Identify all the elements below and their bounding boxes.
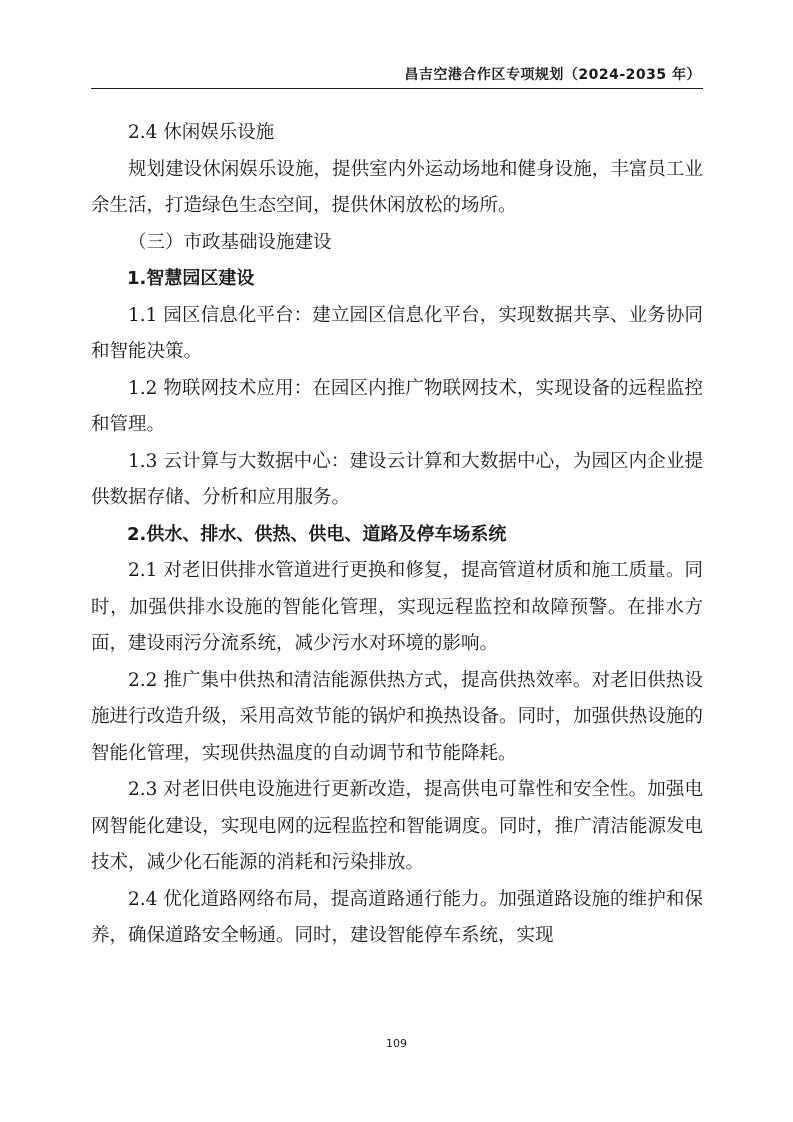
paragraph-1-2: 1.2 物联网技术应用：在园区内推广物联网技术，实现设备的远程监控和管理。 [91,377,703,435]
paragraph-2-1: 2.1 对老旧供排水管道进行更换和修复，提高管道材质和施工质量。同时，加强供排水设施的智能化管理，实现远程监控和故障预警。在排水方面，建设雨污分流系统，减少污水对环境的影响。 [91,560,703,654]
page-header [91,56,703,89]
paragraph-2-3: 2.3 对老旧供电设施进行更新改造，提高供电可靠性和安全性。加强电网智能化建设，实现电网的远程监控和智能调度。同时，推广清洁能源发电技术，减少化石能源的消耗和污染排放。 [91,779,703,873]
paragraph-1-1: 1.1 园区信息化平台：建立园区信息化平台，实现数据共享、业务协同和智能决策。 [91,304,703,362]
page-number: 109 [386,1037,407,1050]
paragraph-2-4-roads: 2.4 优化道路网络布局，提高道路通行能力。加强道路设施的维护和保养，确保道路安全畅通。同时，建设智能停车系统，实现 [91,888,703,946]
section-heading-smart-park: 1.智慧园区建设 [127,268,255,289]
section-heading-municipal: （三）市政基础设施建设 [128,231,332,253]
paragraph-1-3: 1.3 云计算与大数据中心：建设云计算和大数据中心，为园区内企业提供数据存储、分析和应用服务。 [91,450,703,508]
paragraph-2-4: 规划建设休闲娱乐设施，提供室内外运动场地和健身设施，丰富员工业余生活，打造绿色生态空间，提供休闲放松的场所。 [91,158,703,216]
document-title: 昌吉空港合作区专项规划（2024-2035 年） [404,67,701,83]
page-body [91,115,703,955]
section-heading-utilities: 2.供水、排水、供热、供电、道路及停车场系统 [127,523,507,545]
paragraph-2-2: 2.2 推广集中供热和清洁能源供热方式，提高供热效率。对老旧供热设施进行改造升级，采用高效节能的锅炉和换热设备。同时，加强供热设施的智能化管理，实现供热温度的自动调节和节能降耗。 [91,669,703,764]
section-heading-2-4: 2.4 休闲娱乐设施 [128,122,275,143]
